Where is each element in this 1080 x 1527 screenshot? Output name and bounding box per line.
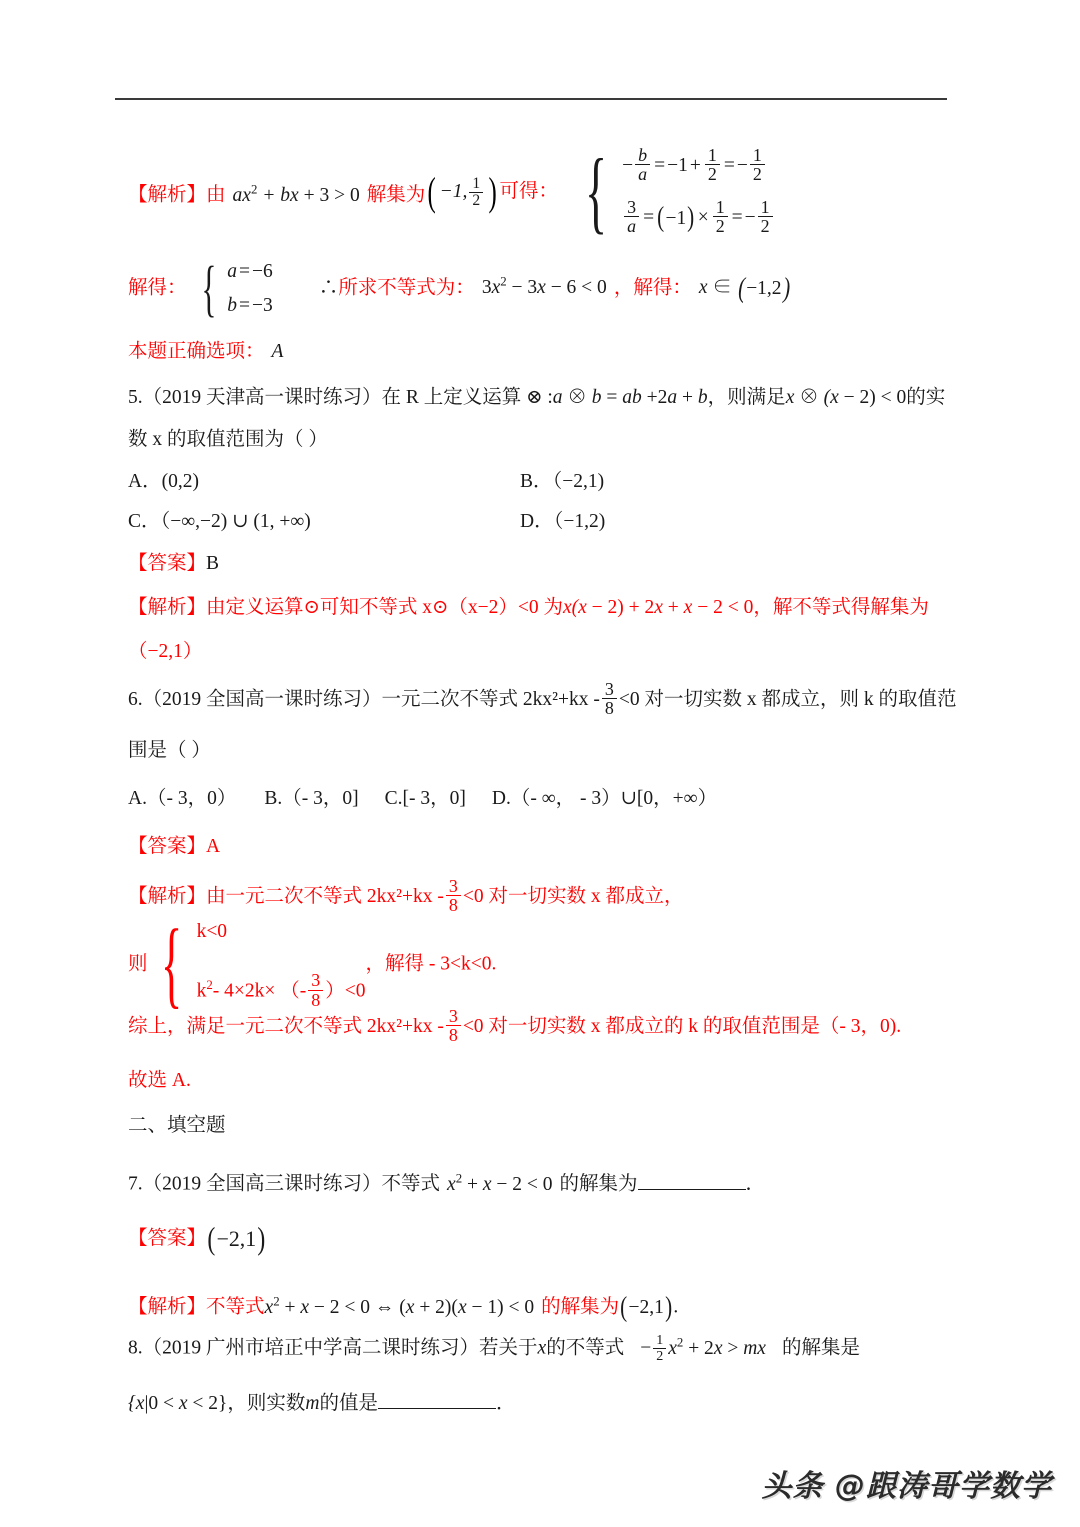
q8-block (128, 1318, 958, 1435)
q4-therefore-symbol: ∴ (318, 277, 339, 299)
q8-stem-var: x (537, 1337, 547, 1359)
q5-stem-part3: 的实 (906, 387, 946, 408)
q4-quadratic-expr: $ax^2$ + bx + 3 > 0 (232, 182, 360, 206)
q7-answer-line (128, 1208, 958, 1271)
q8-number: 8. (128, 1337, 143, 1359)
q5-stem-part2: ，则满足 (707, 387, 786, 408)
q4-solve-label-2: 解得： (633, 277, 692, 299)
q4-equation-2: $\frac{3}{a}$ = ( −1 ) × $\frac{1}{2}$ = − $\frac{1}{2}$ (622, 192, 775, 245)
q7-analysis-label: 【解析】 (128, 1296, 207, 1318)
q7-analysis-period: . (673, 1296, 679, 1318)
q5-option-A-key: A． (128, 471, 162, 492)
q5-analysis-red-1: 由定义运算⊙可知不等式 x⊙（x−2）<0 为 (206, 597, 563, 618)
q4-from-label: 由 (206, 184, 226, 206)
q7-analysis-answer: ( −2,1 ) (620, 1291, 673, 1323)
q4-required-ineq-label: 所求不等式为： (338, 277, 475, 299)
q5-analysis-red-2: ，解不等式得解集为 (753, 597, 929, 618)
q8-stem-part2: 的不等式 (546, 1337, 625, 1359)
q6-stem-frac-den: 8 (604, 698, 614, 719)
q6-summary-frac-den: 8 (448, 1025, 458, 1046)
q4-correct-option-line (128, 332, 950, 372)
q5-stem-part1: 在 R 上定义运算 ⊗ : (381, 387, 553, 408)
q8-source: （2019 广州市培正中学高二课时练习） (142, 1337, 480, 1359)
q6-stem-part2: <0 对一切实数 x 都成立，则 k 的取值范 (618, 689, 957, 710)
section2-title: 二、填空题 (128, 1115, 226, 1136)
q6-conclusion-line (128, 1054, 958, 1108)
q7-answer-value: ( −2,1 ) (206, 1208, 267, 1270)
q6-system-row2-c: ）<0 (325, 980, 366, 1002)
q6-system-row1: k<0 (196, 921, 228, 942)
q8-stem-math-sign: − (640, 1337, 652, 1359)
q8-stem-line2-period: ． (496, 1392, 516, 1414)
q7-stem-part2: 的解集为 (559, 1173, 638, 1195)
q8-stem-part3: 的解集是 (781, 1337, 860, 1359)
q6-option-C-value: [- 3，0] (402, 788, 466, 809)
q6-answer-value: A (206, 836, 221, 857)
q8-stem-line2-tail2: 的值是 (319, 1392, 378, 1414)
q4-solution-block (128, 140, 950, 250)
q6-system-row2-b: - 4×2k× （- (212, 980, 307, 1002)
q5-analysis-line2 (128, 630, 958, 674)
q8-stem-frac-den: 2 (656, 1347, 664, 1364)
q5-source: （2019 天津高一课时练习） (142, 387, 382, 408)
q4-final-answer: x ∈ ( −1,2 ) (698, 272, 790, 304)
q6-summary-line (128, 1000, 958, 1054)
q6-stem-frac-num: 3 (602, 680, 617, 700)
q5-stem-line2: 数 x 的取值范围为（ ） (128, 429, 328, 450)
q7-answer-label: 【答案】 (128, 1227, 207, 1249)
watermark: 头条 @跟涛哥学数学 (761, 1469, 1052, 1504)
q6-option-B-key: B. (264, 788, 283, 809)
q6-analysis-label: 【解析】 (128, 886, 207, 907)
header-rule (115, 98, 947, 100)
section2-heading (128, 1106, 958, 1146)
q6-analysis-frac-num: 3 (446, 877, 461, 897)
q6-option-C-key: C. (384, 788, 403, 809)
q4-solution-set-label: 解集为 (366, 184, 426, 206)
q6-summary-part-a: 综上，满足一元二次不等式 2kx²+kx - (128, 1016, 444, 1037)
q4-equation-system: { − $\frac{b}{a}$ = −1 + $\frac{1}{2}$ = − $\frac{1}{2}$ $\frac{3}{a}$ = ( −1 ) × $\frac{1}{2}$ = − $\frac{1}{2}$ (574, 140, 775, 245)
q4-correct-option-value: A (271, 341, 284, 362)
q7-block (128, 1155, 958, 1339)
q5-stem-definition: a ⊗ b = ab +2a + b (552, 387, 708, 408)
q6-stem-fraction (602, 680, 617, 719)
q6-then-label: 则 (128, 953, 148, 975)
q6-option-D-value: （- ∞， - 3）∪[0，+∞） (510, 788, 718, 809)
q7-answer-blank[interactable] (638, 1189, 746, 1190)
q5-block (128, 378, 958, 674)
q4-analysis-label: 【解析】 (128, 184, 207, 206)
q6-answer-label: 【答案】 (128, 836, 207, 857)
q6-summary-block (128, 1000, 958, 1108)
q6-option-B[interactable] (264, 788, 358, 809)
q7-stem-part1: 不等式 (381, 1173, 441, 1195)
q5-answer-label: 【答案】 (128, 553, 207, 574)
q4-can-get-label: 可得： (499, 181, 558, 203)
q6-options-row (128, 775, 958, 823)
q4-result-system: { a = −6 b = −3 (200, 254, 273, 323)
q7-stem-math: $x^2 + x - 2 < 0$ (447, 1171, 553, 1195)
q6-option-A[interactable] (128, 788, 236, 809)
q6-system-row2-sup: 2 (206, 978, 213, 992)
q5-option-A[interactable] (128, 462, 520, 502)
q8-stem-math-rest: $x^2 + 2x$ > mx (668, 1335, 766, 1359)
q6-analysis-part-a: 由一元二次不等式 2kx²+kx - (206, 886, 444, 907)
q6-system-row2-frac-den: 8 (311, 989, 321, 1010)
q6-summary-fraction (446, 1007, 461, 1046)
q5-answer-line (128, 542, 958, 586)
q6-stem-line2: 围是（ ） (128, 740, 211, 761)
q6-system-row2-a: k (196, 980, 207, 1002)
q6-answer-line (128, 823, 958, 871)
q5-analysis-result: （−2,1） (128, 641, 203, 662)
q7-number: 7. (128, 1173, 143, 1195)
q8-stem-line2-var: m (305, 1392, 320, 1414)
q6-option-B-value: （- 3，0] (282, 788, 359, 809)
q4-solve-line (128, 255, 950, 323)
q7-analysis-red-2: 的解集为 (541, 1296, 620, 1318)
q5-option-C[interactable] (128, 502, 520, 542)
q8-stem-fraction (653, 1333, 666, 1363)
q5-option-B-key: B． (520, 471, 553, 492)
q6-option-A-key: A. (128, 788, 147, 809)
q5-analysis-line1 (128, 586, 958, 630)
q4-interval: ( −1, $\frac{1}{2}$ ) (427, 169, 497, 215)
q7-analysis-red-1: 不等式 (206, 1296, 265, 1318)
q8-stem-part1: 若关于 (479, 1337, 538, 1359)
q5-analysis-label: 【解析】 (128, 597, 207, 618)
q5-option-D[interactable] (520, 502, 605, 542)
q8-stem-frac-num: 1 (653, 1333, 666, 1349)
q6-option-C[interactable] (385, 788, 466, 809)
q8-solution-set: {x|0 < x < 2} (128, 1392, 228, 1414)
q5-answer-value: B (206, 553, 220, 574)
q6-analysis-frac-den: 8 (448, 895, 458, 916)
q7-answer-text: −2,1 (216, 1227, 257, 1252)
q4-result-a: a = −6 (227, 261, 273, 282)
q5-option-C-key: C． (128, 511, 161, 532)
q6-summary-part-b: <0 对一切实数 x 都成立的 k 的取值范围是（- 3，0). (462, 1016, 902, 1037)
q4-equation-1: − $\frac{b}{a}$ = −1 + $\frac{1}{2}$ = − $\frac{1}{2}$ (622, 140, 775, 192)
q6-source: （2019 全国高一课时练习） (142, 689, 382, 710)
q5-stem-condition: x ⊗ (x − 2) < 0 (785, 387, 907, 408)
q6-option-A-value: （- 3，0） (146, 788, 237, 809)
q6-stem-part1: 一元二次不等式 2kx²+kx - (381, 689, 600, 710)
q6-option-D-key: D. (491, 788, 511, 809)
q6-system-tail: ，解得 - 3<k<0. (365, 953, 497, 975)
q7-source: （2019 全国高三课时练习） (142, 1173, 382, 1195)
q6-analysis-part-b: <0 对一切实数 x 都成立， (462, 886, 684, 907)
q6-block (128, 672, 958, 923)
q5-option-D-value: （−1,2) (553, 511, 606, 532)
q7-stem-period: ． (745, 1173, 766, 1195)
q5-option-C-value: （−∞,−2) ∪ (1, +∞) (160, 511, 311, 532)
q5-option-B-value: （−2,1) (552, 471, 605, 492)
q4-result-b: b = −3 (227, 295, 273, 316)
q4-correct-option-label: 本题正确选项： (128, 341, 265, 362)
q6-condition-system: { k<0 $k^2-$ 4×2k× （- $\frac{3}{8}$ ）<0 (148, 908, 366, 1021)
q8-stem-line2-tail: ，则实数 (227, 1392, 306, 1414)
q5-number: 5. (128, 387, 143, 408)
q5-option-B[interactable] (520, 462, 604, 502)
q5-option-A-value: (0,2) (161, 471, 199, 492)
q4-required-inequality: $3x^2 - 3x - 6 < 0$ (481, 274, 607, 299)
q4-solve-label: 解得： (128, 277, 187, 299)
q4-comma: ， (613, 277, 634, 299)
q6-option-D[interactable] (492, 788, 717, 809)
q6-conclusion: 故选 A. (128, 1070, 191, 1091)
q7-analysis-math: $x^2 + x - 2 < 0$ ⇔ (x + 2)(x − 1) < 0 (264, 1294, 535, 1318)
q5-analysis-math: x(x − 2) + 2x + x − 2 < 0 (562, 597, 754, 618)
q5-option-D-key: D． (520, 511, 554, 532)
q6-number: 6. (128, 689, 143, 710)
q6-summary-frac-num: 3 (446, 1007, 461, 1027)
q8-answer-blank[interactable] (378, 1408, 496, 1409)
q6-system-row2-frac-num: 3 (308, 971, 323, 991)
